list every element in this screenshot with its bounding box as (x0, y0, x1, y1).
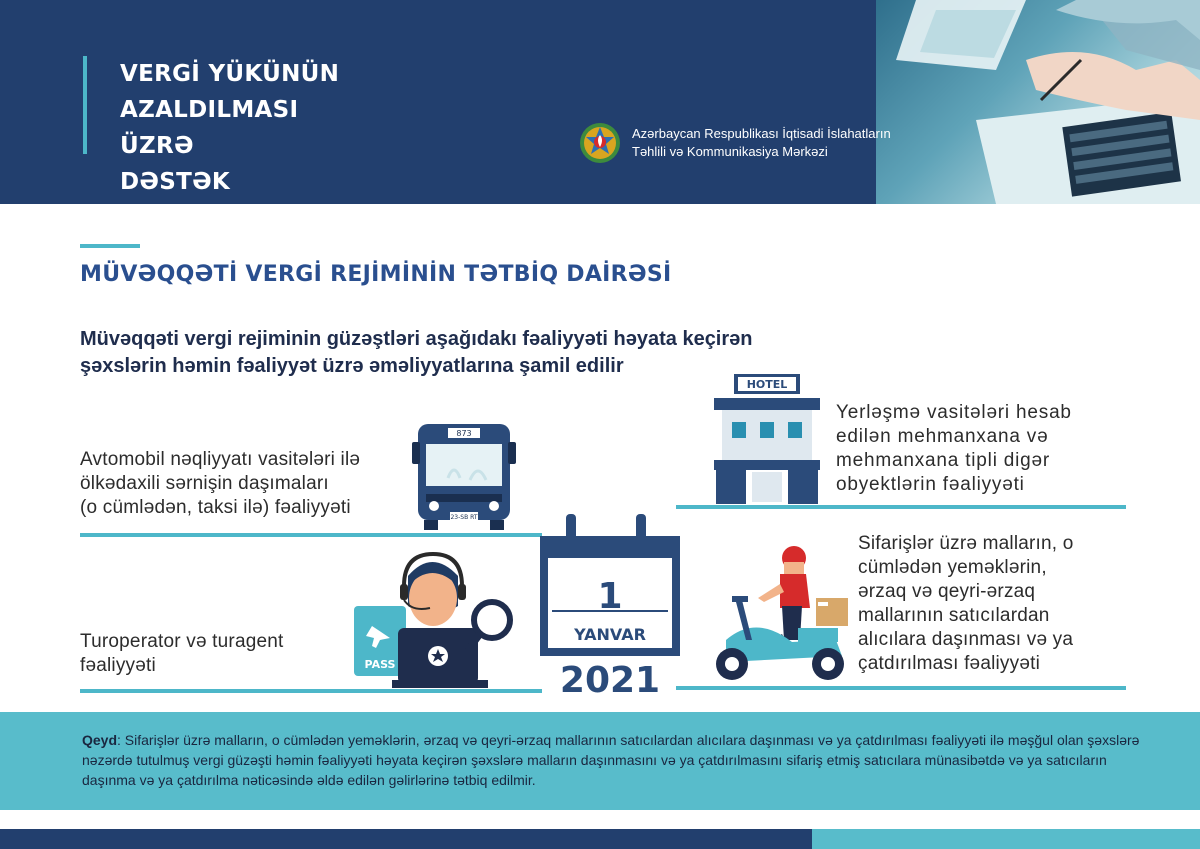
header-accent-bar (83, 56, 87, 154)
activity-line: mehmanxana tipli digər (836, 450, 1051, 471)
bus-plate: 23-SB RT (450, 514, 478, 521)
activity-line: fəaliyyəti (80, 655, 156, 676)
state-emblem-icon (578, 121, 622, 165)
section-title: MÜVƏQQƏTİ VERGİ REJİMİNİN TƏTBİQ DAİRƏSİ (80, 262, 672, 287)
bus-number: 873 (456, 429, 472, 438)
footer-bar-light (812, 829, 1200, 849)
program-title-line: DƏSTƏK PROQRAMI (120, 169, 264, 231)
divider-line (80, 533, 542, 537)
activity-hotel (836, 401, 1130, 497)
organization-name-line: Azərbaycan Respublikası İqtisadi İslahatların (632, 126, 891, 141)
organization-block (578, 118, 891, 168)
activity-auto-transport (80, 448, 400, 520)
calendar-year: 2021 (559, 660, 661, 701)
activity-line: Yerləşmə vasitələri hesab (836, 402, 1072, 423)
hotel-sign: HOTEL (746, 378, 788, 391)
delivery-scooter-icon (706, 544, 856, 688)
pass-label: PASS (364, 658, 396, 671)
activity-line: edilən mehmanxana və (836, 426, 1049, 447)
activity-line: Turoperator və turagent (80, 631, 284, 652)
header-photo (876, 0, 1200, 204)
program-title (120, 56, 380, 236)
activity-line: cümlədən yeməklərin, (858, 557, 1047, 578)
section-accent-bar (80, 244, 140, 248)
activity-line: mallarının satıcılardan (858, 605, 1050, 626)
activity-line: ölkədaxili sərnişin daşımaları (80, 473, 329, 494)
intro-line: şəxslərin həmin fəaliyyət üzrə əməliyyatlarına şamil edilir (80, 355, 624, 377)
laptop-workspace-image (876, 0, 1200, 204)
calendar-icon (540, 512, 680, 702)
hotel-icon (708, 372, 826, 506)
activity-line: ərzaq və qeyri-ərzaq (858, 581, 1036, 602)
program-title-line: AZALDILMASI ÜZRƏ (120, 97, 299, 159)
organization-name-line: Təhlili və Kommunikasiya Mərkəzi (632, 144, 828, 159)
activity-line: Sifarişlər üzrə malların, o (858, 533, 1074, 554)
activity-line: obyektlərin fəaliyyəti (836, 474, 1025, 495)
footer-bar-dark (0, 829, 812, 849)
activity-delivery (858, 532, 1128, 676)
note-body: : Sifarişlər üzrə malların, o cümlədən yeməklərin, ərzaq və qeyri-ərzaq mallarının satıcılardan alıcılara daşınması və ya çatdırılması fəaliyyəti ilə məşğul olan şəxslərə nəzərdə tutulmuş vergi güzəşti həmin fəaliyyəti həyata keçirən şəxslərə malların daşınmasını və ya çatdırılmasını sifariş etmiş satıcılara münasibətdə və ya satıcıların daşınma və ya çatdırılma nəticəsində əldə edilən gəlirlərinə tətbiq edilmir. (82, 732, 1140, 788)
activity-line: çatdırılması fəaliyyəti (858, 653, 1040, 674)
calendar-month: YANVAR (574, 625, 646, 644)
bus-icon (408, 418, 520, 532)
activity-line: (o cümlədən, taksi ilə) fəaliyyəti (80, 497, 351, 518)
note-label: Qeyd (82, 732, 118, 748)
note-text (82, 730, 1142, 790)
activity-line: Avtomobil nəqliyyatı vasitələri ilə (80, 449, 361, 470)
activity-line: alıcılara daşınması və ya (858, 629, 1074, 650)
intro-line: Müvəqqəti vergi rejiminin güzəştləri aşağıdakı fəaliyyəti həyata keçirən (80, 328, 753, 350)
calendar-day: 1 (597, 576, 623, 617)
organization-name (632, 125, 891, 161)
program-title-line: VERGİ YÜKÜNÜN (120, 61, 340, 87)
activity-tour-operator (80, 630, 340, 678)
tour-operator-icon (352, 546, 522, 690)
